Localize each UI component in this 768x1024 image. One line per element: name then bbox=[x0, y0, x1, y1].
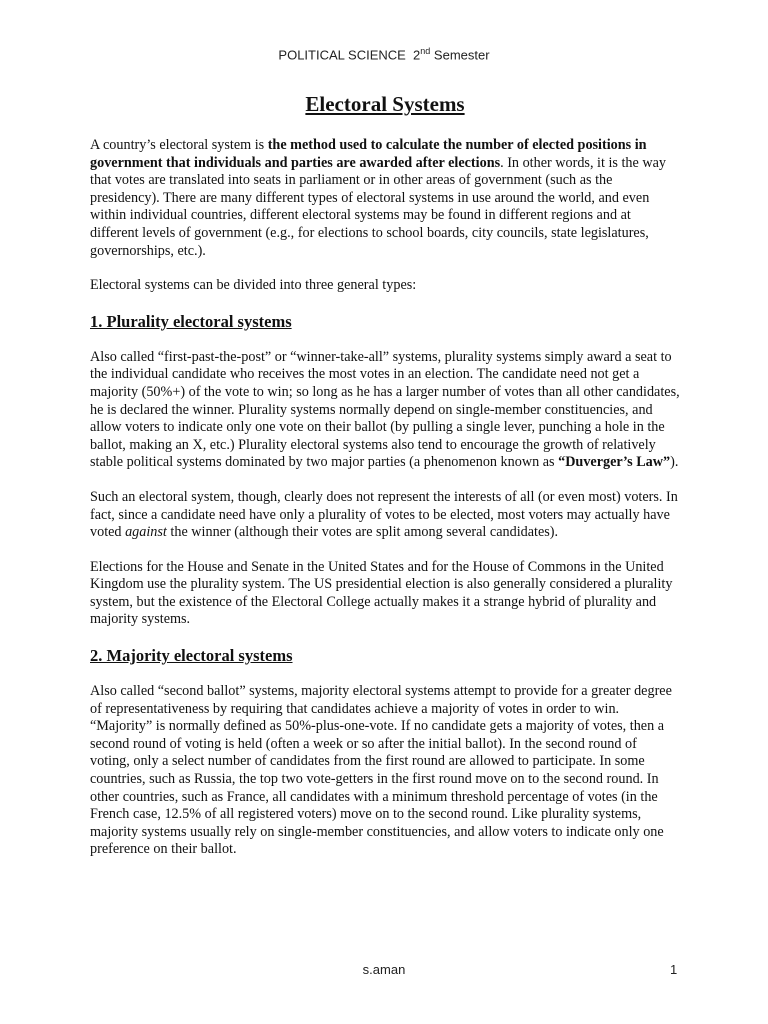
against-emphasis: against bbox=[125, 524, 167, 541]
section-heading-majority: 2. Majority electoral systems bbox=[90, 646, 293, 666]
plurality-text-start: Also called “first-past-the-post” or “winner-take-all” systems, plurality systems simply award a seat to the individual candidate who receives the most votes in an election. The candidate need not get a majority (50%+) of the vote to win; so long as he has a larger number of votes than all other candidates, he is declared the winner. Plurality systems normally depend on single-member constituencies, and allow voters to indicate only one vote on their ballot (by pulling a single lever, punching a hole in the ballot, making an X, etc.) Plurality electoral systems also tend to encourage the growth of relatively stable political systems dominated by two major parties (a phenomenon known as bbox=[90, 348, 680, 471]
course-name: POLITICAL SCIENCE bbox=[278, 47, 406, 63]
plurality-p2-start: Such an electoral system, though, clearly does not represent the interests of all (or even most) voters. In fact, since a candidate need have only a plurality of votes to be elected, most voters may actually have voted bbox=[90, 488, 678, 541]
plurality-paragraph-2 bbox=[90, 489, 680, 542]
semester-number: 2 bbox=[413, 47, 421, 63]
types-paragraph: Electoral systems can be divided into three general types: bbox=[90, 277, 417, 294]
page-header bbox=[0, 46, 768, 62]
footer-author: s.aman bbox=[362, 962, 406, 977]
semester-label: Semester bbox=[433, 47, 490, 63]
plurality-paragraph-1 bbox=[90, 349, 680, 472]
plurality-paragraph-3: Elections for the House and Senate in the United States and for the House of Commons in the United Kingdom use the plurality system. The US presidential election is also generally considered a plurality system, but the existence of the Electoral College actually makes it a strange hybrid of plurality and majority systems. bbox=[90, 558, 673, 628]
document-title: Electoral Systems bbox=[305, 92, 465, 116]
intro-text-end: . In other words, it is the way that votes are translated into seats in parliament or in other areas of government (such as the presidency). There are many different types of electoral systems in use around the world, and even within individual countries, different electoral systems may be found in different regions and at different levels of government (e.g., for elections to school boards, city councils, state legislatures, governorships, etc.). bbox=[90, 154, 666, 259]
intro-text-start: A country’s electoral system is bbox=[90, 137, 268, 153]
plurality-p2-end: the winner (although their votes are split among several candidates). bbox=[166, 524, 559, 541]
intro-paragraph bbox=[90, 137, 680, 260]
document-body bbox=[90, 92, 680, 876]
semester-ordinal-suffix: nd bbox=[420, 46, 431, 56]
plurality-text-end: ). bbox=[670, 454, 679, 471]
section-heading-plurality: 1. Plurality electoral systems bbox=[90, 311, 292, 331]
majority-paragraph-1: Also called “second ballot” systems, majority electoral systems attempt to provide for a greater degree of representativeness by requiring that candidates achieve a majority of votes in order to win. “Majority” is normally defined as 50%-plus-one-vote. If no candidate gets a majority of votes, then a second round of voting is held (often a week or so after the initial ballot). In the second round of voting, only a select number of candidates from the first round are allowed to participate. In some countries, such as Russia, the top two vote-getters in the first round move on to the second round. In other countries, such as France, all candidates with a minimum threshold percentage of votes (in the French case, 12.5% of all registered voters) move on to the second round. Like plurality systems, majority systems usually rely on single-member constituencies, and allow voters to indicate only one preference on their ballot. bbox=[90, 683, 672, 858]
duvergers-law: “Duverger’s Law” bbox=[558, 454, 671, 471]
page-number: 1 bbox=[670, 962, 678, 977]
intro-definition: the method used to calculate the number of elected positions in government that individuals and parties are awarded after elections bbox=[90, 137, 647, 171]
